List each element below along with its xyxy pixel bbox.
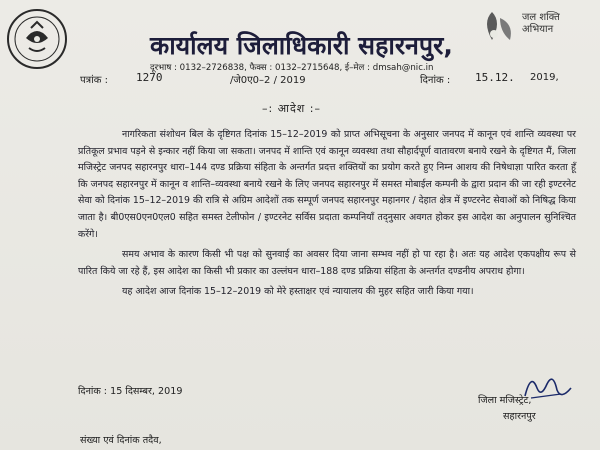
jal-shakti-text: जल शक्ति अभियान <box>522 12 560 35</box>
date-year: 2019, <box>530 72 559 83</box>
up-government-emblem-icon <box>6 8 68 70</box>
date-label: दिनांक : <box>420 75 451 86</box>
ref-number: 1270 <box>136 71 163 84</box>
ref-label: पत्रांक : <box>80 75 109 86</box>
order-paragraph: यह आदेश आज दिनांक 15–12–2019 को मेरे हस्ताक्षर एवं न्यायालय की मुहर सहित जारी किया गया। <box>122 286 474 298</box>
order-paragraph: समय अभाव के कारण किसी भी पक्ष को सुनवाई का अवसर दिया जाना सम्भव नहीं हो पा रहा है। अतः यह आदेश एकपक्षीय रूप से पारित किये जा रहे हैं, इस आदेश का किसी भी प्रकार का उल्लंघन धारा–188 दण्ड प्रक्रिया संहिता के अन्तर्गत दण्डनीय अपराध होगा। <box>78 249 576 277</box>
order-paragraph: नागरिकता संशोधन बिल के दृष्टिगत दिनांक 15–12–2019 को प्राप्त अभिसूचना के अनुसार जनपद में कानून एवं शान्ति व्यवस्था पर प्रतिकूल प्रभाव पड़ने से इन्कार नहीं किया जा सकता। जनपद में शान्ति एवं कानून व्यवस्था तथा सौहार्दपूर्ण वातावरण बनाये रखने के दृष्टिगत मैं, जिला मजिस्ट्रेट जनपद सहारनपुर धारा–144 दण्ड प्रक्रिया संहिता के अन्तर्गत प्रदत्त शक्तियों का प्रयोग करते हुए निम्न आशय की निषेधाज्ञा पारित करता हूँ कि जनपद सहारनपुर में कानून व शान्ति–व्यवस्था बनाये रखने के लिए जनपद सहारनपुर में समस्त मोबाईल कम्पनी के द्वारा प्रदान की जा रही इण्टरनेट सेवा को दिनांक 15–12–2019 की रात्रि से अग्रिम आदेशों तक सम्पूर्ण जनपद सहारनपुर महानगर / देहात क्षेत्र में इण्टरनेट सेवाओं को निषिद्ध किया जाता है। बी0एस0एन0एल0 सहित समस्त टेलीफोन / इण्टरनेट सर्विस प्रदाता कम्पनियाँ तद्‌नुसार अवगत होकर इस आदेश का अनुपालन सुनिश्चित करेंगे। <box>78 129 576 240</box>
reference-footer: संख्या एवं दिनांक तदैव, <box>80 435 162 446</box>
date-value: 15.12. <box>475 71 515 84</box>
signatory-place: सहारनपुर <box>503 411 536 422</box>
signatory-title: जिला मजिस्ट्रेट, <box>478 395 532 406</box>
order-title: –: आदेश :– <box>262 102 321 115</box>
issue-date: दिनांक : 15 दिसम्बर, 2019 <box>78 386 183 397</box>
order-body <box>78 127 576 301</box>
office-title: कार्यालय जिलाधिकारी सहारनपुर, <box>150 31 453 60</box>
contact-line: दूरभाष : 0132–2726838, फैक्स : 0132–2715648, ई–मेल : dmsah@nic.in <box>150 63 434 73</box>
ref-code: /जे0ए0–2 / 2019 <box>230 75 306 86</box>
